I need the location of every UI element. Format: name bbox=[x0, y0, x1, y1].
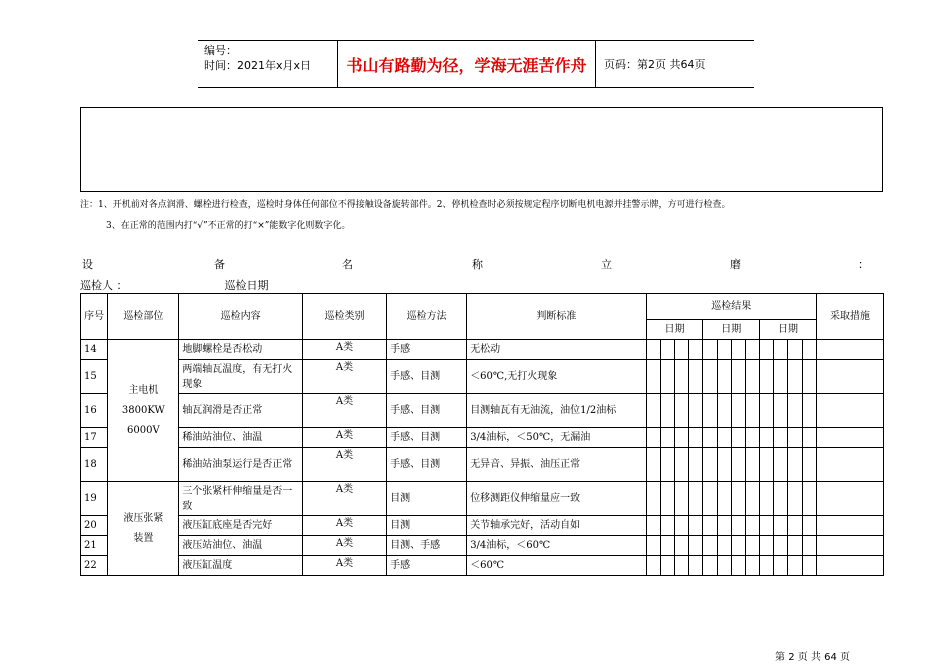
row-seq: 14 bbox=[81, 340, 108, 360]
row-method: 目测 bbox=[387, 482, 467, 516]
header-content: 巡检内容 bbox=[179, 294, 303, 340]
row-content: 液压站油位、油温 bbox=[179, 536, 303, 556]
row-standard: 位移测距仪伸缩量应一致 bbox=[467, 482, 646, 516]
row-method: 手感、目测 bbox=[387, 394, 467, 428]
row-method: 手感、目测 bbox=[387, 428, 467, 448]
title-char: 设 bbox=[82, 258, 93, 271]
result-cell bbox=[646, 448, 660, 482]
number-label: 编号： bbox=[204, 44, 237, 57]
result-cell bbox=[689, 360, 703, 394]
result-cell bbox=[788, 394, 802, 428]
result-cell bbox=[689, 556, 703, 576]
result-cell bbox=[646, 340, 660, 360]
row-standard: 无松动 bbox=[467, 340, 646, 360]
result-cell bbox=[703, 340, 717, 360]
result-cell bbox=[731, 394, 745, 428]
result-cell bbox=[646, 482, 660, 516]
table-row bbox=[81, 516, 884, 536]
header-motto: 书山有路勤为径，学海无涯苦作舟 bbox=[338, 41, 596, 87]
result-cell bbox=[660, 482, 674, 516]
page-footer: 第 2 页 共 64 页 bbox=[775, 652, 850, 663]
time-label: 时间：2021年x月x日 bbox=[204, 59, 312, 72]
result-cell bbox=[646, 394, 660, 428]
row-content: 三个张紧杆伸缩量是否一致 bbox=[179, 482, 303, 516]
row-standard: 关节轴承完好，活动自如 bbox=[467, 516, 646, 536]
result-cell bbox=[646, 556, 660, 576]
result-cell bbox=[774, 516, 788, 536]
result-cell bbox=[788, 360, 802, 394]
result-cell bbox=[774, 536, 788, 556]
row-method: 手感、目测 bbox=[387, 448, 467, 482]
result-cell bbox=[774, 360, 788, 394]
result-cell bbox=[774, 428, 788, 448]
part-line: 装置 bbox=[133, 532, 154, 544]
result-cell bbox=[703, 536, 717, 556]
result-cell bbox=[717, 428, 731, 448]
note-line-1: 注：1、开机前对各点润滑、螺栓进行检查，巡检时身体任何部位不得接触设备旋转部件。2、停机检查时必须按规定程序切断电机电源并挂警示牌，方可进行检查。 bbox=[80, 200, 731, 210]
header-meta bbox=[198, 41, 338, 87]
result-cell bbox=[802, 340, 816, 360]
result-cell bbox=[760, 448, 774, 482]
measure-cell bbox=[816, 428, 883, 448]
header-page-info: 页码：第2页 共64页 bbox=[604, 58, 706, 71]
header-standard: 判断标准 bbox=[467, 294, 646, 340]
result-cell bbox=[689, 482, 703, 516]
result-cell bbox=[689, 448, 703, 482]
result-cell bbox=[674, 340, 688, 360]
result-cell bbox=[788, 482, 802, 516]
result-cell bbox=[646, 360, 660, 394]
table-row bbox=[81, 448, 884, 482]
result-cell bbox=[660, 360, 674, 394]
result-cell bbox=[674, 536, 688, 556]
result-cell bbox=[802, 482, 816, 516]
result-cell bbox=[703, 360, 717, 394]
header-measure: 采取措施 bbox=[816, 294, 883, 340]
result-cell bbox=[703, 448, 717, 482]
result-cell bbox=[660, 340, 674, 360]
table-row bbox=[81, 428, 884, 448]
result-cell bbox=[760, 428, 774, 448]
row-category: A类 bbox=[302, 448, 386, 482]
result-cell bbox=[731, 536, 745, 556]
result-cell bbox=[802, 360, 816, 394]
row-seq: 19 bbox=[81, 482, 108, 516]
table-row bbox=[81, 340, 884, 360]
result-cell bbox=[731, 448, 745, 482]
result-cell bbox=[774, 448, 788, 482]
result-cell bbox=[717, 448, 731, 482]
measure-cell bbox=[816, 360, 883, 394]
result-cell bbox=[703, 556, 717, 576]
row-standard: 目测轴瓦有无油流，油位1/2油标 bbox=[467, 394, 646, 428]
row-seq: 22 bbox=[81, 556, 108, 576]
row-category: A类 bbox=[302, 394, 386, 428]
title-char: ： bbox=[858, 258, 869, 271]
result-cell bbox=[674, 482, 688, 516]
result-cell bbox=[760, 516, 774, 536]
row-standard: ＜60℃ bbox=[467, 556, 646, 576]
result-cell bbox=[660, 394, 674, 428]
row-part bbox=[108, 482, 179, 576]
result-cell bbox=[788, 536, 802, 556]
row-method: 目测 bbox=[387, 516, 467, 536]
result-cell bbox=[788, 516, 802, 536]
row-content: 地脚螺栓是否松动 bbox=[179, 340, 303, 360]
table-row bbox=[81, 556, 884, 576]
row-method: 目测、手感 bbox=[387, 536, 467, 556]
result-cell bbox=[802, 556, 816, 576]
row-category: A类 bbox=[302, 536, 386, 556]
result-cell bbox=[760, 340, 774, 360]
row-content: 稀油站油位、油温 bbox=[179, 428, 303, 448]
result-cell bbox=[802, 428, 816, 448]
result-cell bbox=[703, 428, 717, 448]
result-cell bbox=[660, 556, 674, 576]
result-cell bbox=[660, 428, 674, 448]
measure-cell bbox=[816, 516, 883, 536]
row-part bbox=[108, 340, 179, 482]
result-cell bbox=[717, 536, 731, 556]
row-content: 稀油站油泵运行是否正常 bbox=[179, 448, 303, 482]
measure-cell bbox=[816, 448, 883, 482]
table-row bbox=[81, 394, 884, 428]
table-row bbox=[81, 482, 884, 516]
result-cell bbox=[731, 556, 745, 576]
row-content: 轴瓦润滑是否正常 bbox=[179, 394, 303, 428]
title-char: 备 bbox=[214, 258, 225, 271]
header-result: 巡检结果 bbox=[646, 294, 816, 320]
row-standard: ＜60℃,无打火现象 bbox=[467, 360, 646, 394]
result-cell bbox=[660, 516, 674, 536]
measure-cell bbox=[816, 394, 883, 428]
result-cell bbox=[788, 448, 802, 482]
result-cell bbox=[745, 448, 759, 482]
row-method: 手感、目测 bbox=[387, 360, 467, 394]
row-content: 液压缸温度 bbox=[179, 556, 303, 576]
result-cell bbox=[774, 340, 788, 360]
result-cell bbox=[774, 482, 788, 516]
result-cell bbox=[717, 516, 731, 536]
measure-cell bbox=[816, 536, 883, 556]
row-category: A类 bbox=[302, 360, 386, 394]
result-cell bbox=[745, 556, 759, 576]
result-cell bbox=[802, 536, 816, 556]
title-char: 名 bbox=[342, 258, 353, 271]
result-cell bbox=[731, 516, 745, 536]
header-date: 日期 bbox=[703, 320, 760, 340]
row-content: 两端轴瓦温度，有无打火现象 bbox=[179, 360, 303, 394]
row-seq: 20 bbox=[81, 516, 108, 536]
result-cell bbox=[731, 482, 745, 516]
row-seq: 21 bbox=[81, 536, 108, 556]
result-cell bbox=[760, 394, 774, 428]
result-cell bbox=[788, 556, 802, 576]
result-cell bbox=[703, 394, 717, 428]
row-category: A类 bbox=[302, 516, 386, 536]
part-line: 主电机 bbox=[128, 384, 159, 396]
table-row bbox=[81, 536, 884, 556]
result-cell bbox=[745, 394, 759, 428]
result-cell bbox=[689, 536, 703, 556]
row-category: A类 bbox=[302, 340, 386, 360]
result-cell bbox=[689, 340, 703, 360]
table-body bbox=[81, 340, 884, 576]
header-part: 巡检部位 bbox=[108, 294, 179, 340]
measure-cell bbox=[816, 340, 883, 360]
row-standard: 3/4油标，＜50℃，无漏油 bbox=[467, 428, 646, 448]
result-cell bbox=[674, 516, 688, 536]
result-cell bbox=[788, 340, 802, 360]
result-cell bbox=[689, 428, 703, 448]
result-cell bbox=[745, 536, 759, 556]
part-line: 3800KW bbox=[121, 404, 165, 416]
result-cell bbox=[760, 536, 774, 556]
inspector-row bbox=[80, 277, 269, 293]
result-cell bbox=[674, 394, 688, 428]
row-seq: 18 bbox=[81, 448, 108, 482]
measure-cell bbox=[816, 556, 883, 576]
result-cell bbox=[717, 556, 731, 576]
row-category: A类 bbox=[302, 556, 386, 576]
result-cell bbox=[717, 394, 731, 428]
measure-cell bbox=[816, 482, 883, 516]
inspector-label: 巡检人 ： bbox=[80, 279, 128, 292]
result-cell bbox=[717, 482, 731, 516]
result-cell bbox=[802, 448, 816, 482]
header-category: 巡检类别 bbox=[302, 294, 386, 340]
header-date: 日期 bbox=[646, 320, 703, 340]
result-cell bbox=[802, 516, 816, 536]
result-cell bbox=[745, 428, 759, 448]
result-cell bbox=[745, 516, 759, 536]
result-cell bbox=[745, 340, 759, 360]
result-cell bbox=[689, 516, 703, 536]
result-cell bbox=[745, 360, 759, 394]
result-cell bbox=[646, 428, 660, 448]
part-line: 液压张紧 bbox=[123, 512, 164, 524]
inspection-table bbox=[80, 293, 884, 576]
result-cell bbox=[802, 394, 816, 428]
note-line-2: 3、在正常的范围内打“√”不正常的打“×”能数字化则数字化。 bbox=[106, 221, 351, 231]
result-cell bbox=[731, 360, 745, 394]
result-cell bbox=[717, 360, 731, 394]
result-cell bbox=[760, 556, 774, 576]
title-char: 称 bbox=[472, 258, 483, 271]
date-label: 巡检日期 bbox=[224, 279, 269, 292]
result-cell bbox=[703, 516, 717, 536]
row-seq: 17 bbox=[81, 428, 108, 448]
result-cell bbox=[703, 482, 717, 516]
result-cell bbox=[674, 360, 688, 394]
row-method: 手感 bbox=[387, 340, 467, 360]
row-seq: 16 bbox=[81, 394, 108, 428]
result-cell bbox=[774, 394, 788, 428]
equipment-title bbox=[80, 256, 870, 274]
result-cell bbox=[731, 428, 745, 448]
result-cell bbox=[788, 428, 802, 448]
result-cell bbox=[660, 448, 674, 482]
part-line: 6000V bbox=[127, 424, 160, 436]
page-header bbox=[198, 40, 754, 88]
row-standard: 无异音、异振、油压正常 bbox=[467, 448, 646, 482]
result-cell bbox=[674, 556, 688, 576]
title-char: 立 bbox=[601, 258, 612, 271]
row-method: 手感 bbox=[387, 556, 467, 576]
result-cell bbox=[760, 360, 774, 394]
row-content: 液压缸底座是否完好 bbox=[179, 516, 303, 536]
table-row bbox=[81, 360, 884, 394]
result-cell bbox=[689, 394, 703, 428]
row-seq: 15 bbox=[81, 360, 108, 394]
result-cell bbox=[717, 340, 731, 360]
row-category: A类 bbox=[302, 482, 386, 516]
result-cell bbox=[731, 340, 745, 360]
row-standard: 3/4油标，＜60℃ bbox=[467, 536, 646, 556]
result-cell bbox=[646, 536, 660, 556]
header-method: 巡检方法 bbox=[387, 294, 467, 340]
result-cell bbox=[674, 428, 688, 448]
row-category: A类 bbox=[302, 428, 386, 448]
result-cell bbox=[646, 516, 660, 536]
result-cell bbox=[774, 556, 788, 576]
result-cell bbox=[660, 536, 674, 556]
header-date: 日期 bbox=[760, 320, 817, 340]
header-seq: 序号 bbox=[81, 294, 108, 340]
blank-box bbox=[80, 107, 883, 192]
title-char: 磨 bbox=[730, 258, 741, 271]
result-cell bbox=[674, 448, 688, 482]
result-cell bbox=[760, 482, 774, 516]
result-cell bbox=[745, 482, 759, 516]
